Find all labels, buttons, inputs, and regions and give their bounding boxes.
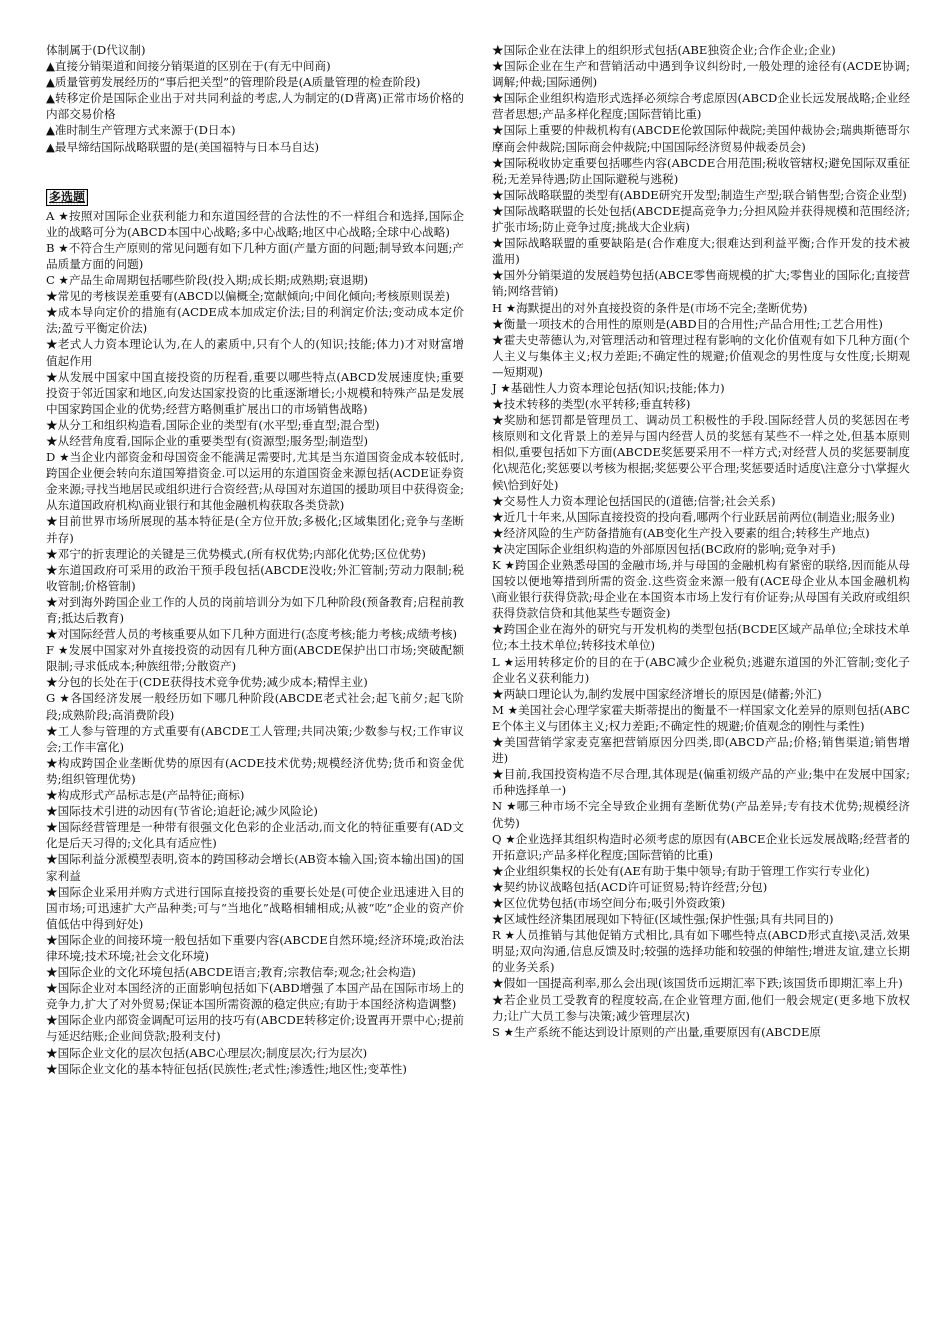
- question-item: ★国际税收协定重要包括哪些内容(ABCDE合用范围;税收管辖权;避免国际双重征税;无差异待遇;防止国际避税与逃税): [492, 155, 910, 186]
- question-item: B ★不符合生产原则的常见问题有如下几种方面(产量方面的问题;制导致本问题;产品质量方面的问题): [46, 240, 464, 271]
- intro-line: ▲转移定价是国际企业出于对共同利益的考虑,人为制定的(D背离)正常市场价格的内部交易价格: [46, 91, 464, 122]
- question-item: ★对到海外跨国企业工作的人员的岗前培训分为如下几种阶段(预备教育;启程前教育;抵达后教育): [46, 594, 464, 625]
- question-item: ★国际企业组织构造形式选择必须综合考虑原因(ABCD企业长远发展战略;企业经营者思想;产品多样化程度;国际营销比重): [492, 91, 910, 122]
- question-item: M ★美国社会心理学家霍夫斯蒂提出的衡量不一样国家文化差异的原则包括(ABCE个体主义与团体主义;权力差距;不确定性的规避;价值观念的刚性与柔性): [492, 702, 910, 733]
- question-item: ★国际利益分派模型表明,资本的跨国移动会增长(AB资本输入国;资本输出国)的国家利益: [46, 852, 464, 883]
- question-item: Q ★企业选择其组织构造时必须考虑的原因有(ABCE企业长远发展战略;经营者的开拓意识;产品多样化程度;国际营销的比重): [492, 831, 910, 862]
- question-item: ★国际企业采用并购方式进行国际直接投资的重要长处是(可使企业迅速进入目的国市场;可迅速扩大产品种类;可与“当地化”战略相辅相成;从被“吃”企业的资产价值低估中得到好处): [46, 884, 464, 931]
- question-item: ★构成形式产品标志是(产品特征;商标): [46, 788, 245, 803]
- question-item: ★经济风险的生产防备措施有(AB变化生产投入要素的组合;转移生产地点): [492, 525, 870, 540]
- question-item: ★国际企业内部资金调配可运用的技巧有(ABCDE转移定价;设置再开票中心;提前与延迟结账;企业间贷款;股利支付): [46, 1013, 464, 1044]
- section-heading-wrap: [46, 187, 464, 208]
- question-item: A ★按照对国际企业获利能力和东道国经营的合法性的不一样组合和选择,国际企业的战略可分为(ABCD本国中心战略;多中心战略;地区中心战略;全球中心战略): [46, 208, 464, 239]
- intro-line: ▲直接分销渠道和间接分销渠道的区别在于(有无中间商): [46, 59, 331, 74]
- question-item: ★成本导向定价的措施有(ACDE成本加成定价法;目的利润定价法;变动成本定价法;盈亏平衡定价法): [46, 305, 464, 336]
- intro-line: 体制属于(D代议制): [46, 43, 146, 57]
- question-list: [492, 42, 910, 1040]
- question-item: ★美国营销学家麦克塞把营销原因分四类,即(ABCD产品;价格;销售渠道;销售增进): [492, 735, 910, 766]
- question-item: S ★生产系统不能达到设计原则的产出量,重要原因有(ABCDE原: [492, 1024, 822, 1039]
- question-item: ★跨国企业在海外的研究与开发机构的类型包括(BCDE区域产品单位;全球技术单位;本土技术单位;转移技术单位): [492, 622, 910, 653]
- question-item: ★老式人力资本理论认为,在人的素质中,只有个人的(知识;技能;体力)才对财富增值起作用: [46, 337, 464, 368]
- question-item: N ★哪三种市场不完全导致企业拥有垄断优势(产品差异;专有技术优势;规模经济优势): [492, 799, 910, 830]
- question-item: ★目前世界市场所展现的基本特征是(全方位开放;多极化;区域集团化;竞争与垄断并存): [46, 514, 464, 545]
- question-item: ★国外分销渠道的发展趋势包括(ABCE零售商规模的扩大;零售业的国际化;直接营销;网络营销): [492, 268, 910, 299]
- question-item: ★近几十年来,从国际直接投资的投向看,哪两个行业跃居前两位(制造业;服务业): [492, 509, 895, 524]
- question-item: ★假如一国提高利率,那么会出现(该国货币远期汇率下跌;该国货币即期汇率上升): [492, 976, 903, 991]
- question-item: ★国际企业在生产和营销活动中遇到争议纠纷时,一般处理的途径有(ACDE协调;调解;仲裁;国际通例): [492, 59, 910, 90]
- question-item: ★从发展中国家中国直接投资的历程看,重要以哪些特点(ABCD发展速度快;重要投资于邻近国家和地区,向发达国家投资的比重逐渐增长;小规模和特殊产品是发展中国家跨国企业的优势;经营方略侧重扩展出口的市场销售战略): [46, 369, 464, 416]
- question-item: ★契约协议战略包括(ACD许可证贸易;特许经营;分包): [492, 879, 768, 894]
- right-column: [492, 42, 910, 1040]
- question-item: ★技术转移的类型(水平转移;垂直转移): [492, 397, 691, 412]
- left-column: [46, 42, 464, 1077]
- question-item: ★常见的考核误差重要有(ABCD以偏概全;宽献倾向;中间化倾向;考核原则误差): [46, 289, 450, 304]
- question-item: ★衡量一项技术的合用性的原则是(ABD目的合用性;产品合用性;工艺合用性): [492, 316, 883, 331]
- question-item: ★奖励和惩罚都是管理员工、调动员工积极性的手段.国际经营人员的奖惩因在考核原则和文化背景上的差异与国内经营人员的奖惩有某些不一样之处,但基本原则相似,重要包括如下方面(ABCDE奖惩要采用不一样方式;对经营人员的奖惩要制度化\规范化;奖惩要以考核为根据;奖惩要公平合理;奖惩要适时适度\注意分寸\掌握火候\恰到好处): [492, 413, 910, 492]
- question-item: L ★运用转移定价的目的在于(ABC减少企业税负;逃避东道国的外汇管制;变化子企业名义获利能力): [492, 654, 910, 685]
- question-item: ★国际企业文化的层次包括(ABC心理层次;制度层次;行为层次): [46, 1045, 368, 1060]
- intro-line: ▲最早缔结国际战略联盟的是(美国福特与日本马自达): [46, 139, 320, 154]
- question-item: ★东道国政府可采用的政治干预手段包括(ABCDE没收;外汇管制;劳动力限制;税收管制;价格管制): [46, 562, 464, 593]
- question-item: ★从分工和组织构造看,国际企业的类型有(水平型;垂直型;混合型): [46, 417, 380, 432]
- question-item: ★区域性经济集团展现如下特征(区域性强;保护性强;具有共同目的): [492, 912, 834, 927]
- question-item: ★国际经营管理是一种带有很强文化色彩的企业活动,而文化的特征重要有(AD文化是后天习得的;文化具有适应性): [46, 820, 464, 851]
- question-item: K ★跨国企业熟悉母国的金融市场,并与母国的金融机构有紧密的联络,因而能从母国较以便地筹措到所需的资金.这些资金来源一般有(ACE母企业从本国金融机构\商业银行获得贷款;母企业在本国资本市场上发行有价证券;从母国有关政府或组织获得贷款信贷和其他某些专题资金): [492, 558, 910, 621]
- question-item: C ★产品生命周期包括哪些阶段(投入期;成长期;成熟期;衰退期): [46, 273, 368, 288]
- question-item: ★霍夫史蒂德认为,对管理活动和管理过程有影响的文化价值观有如下几种方面(个人主义与集体主义;权力差距;不确定性的规避;价值观念的男性度与女性度;长期观—短期观): [492, 332, 910, 379]
- question-item: F ★发展中国家对外直接投资的动因有几种方面(ABCDE保护出口市场;突破配额限制;寻求低成本;种族纽带;分散资产): [46, 643, 464, 674]
- section-heading: 多选题: [46, 189, 88, 206]
- question-item: ★企业组织集权的长处有(AE有助于集中领导;有助于管理工作实行专业化): [492, 863, 870, 878]
- question-item: G ★各国经济发展一般经历如下哪几种阶段(ABCDE老式社会;起飞前夕;起飞阶段;成熟阶段;高消费阶段): [46, 691, 464, 722]
- question-item: ★国际上重要的仲裁机构有(ABCDE伦敦国际仲裁院;美国仲裁协会;瑞典斯德哥尔摩商会仲裁院;国际商会仲裁院;中国国际经济贸易仲裁委员会): [492, 123, 910, 154]
- question-item: ★两缺口理论认为,制约发展中国家经济增长的原因是(储蓄;外汇): [492, 686, 822, 701]
- question-item: ★工人参与管理的方式重要有(ABCDE工人管理;共同决策;少数参与权;工作审议会;工作丰富化): [46, 723, 464, 754]
- question-item: ★国际企业的间接环境一般包括如下重要内容(ABCDE自然环境;经济环境;政治法律环境;技术环境;社会文化环境): [46, 932, 464, 963]
- question-item: H ★海默提出的对外直接投资的条件是(市场不完全;垄断优势): [492, 300, 808, 315]
- question-item: D ★当企业内部资金和母国资金不能满足需要时,尤其是当东道国资金成本较低时,跨国企业便会转向东道国筹措资金.可以运用的东道国资金来源包括(ACDE证券资金来源;寻找当地居民或组织进行合资经营;从母国对东道国的援助项目中获得资金;从东道国政府机构\商业银行和其他金融机构获取各类贷款): [46, 450, 464, 513]
- question-item: ★决定国际企业组织构造的外部原因包括(BC政府的影响;竞争对手): [492, 541, 836, 556]
- question-item: ★国际战略联盟的类型有(ABDE研究开发型;制造生产型;联合销售型;合资企业型): [492, 187, 907, 202]
- section-spacer: [46, 155, 464, 187]
- question-item: ★分包的长处在于(CDE获得技术竞争优势;减少成本;精悍主业): [46, 675, 368, 690]
- intro-line: ▲准时制生产管理方式来源于(D日本): [46, 123, 236, 138]
- question-item: ★国际企业在法律上的组织形式包括(ABE独资企业;合作企业;企业): [492, 43, 836, 57]
- question-list: [46, 208, 464, 1077]
- question-item: J ★基础性人力资本理论包括(知识;技能;体力): [492, 380, 725, 395]
- question-item: ★从经营角度看,国际企业的重要类型有(资源型;服务型;制造型): [46, 433, 368, 448]
- question-item: ★国际企业对本国经济的正面影响包括如下(ABD增强了本国产品在国际市场上的竞争力,扩大了对外贸易;保证本国所需资源的稳定供应;有助于本国经济构造调整): [46, 981, 464, 1012]
- question-item: ★国际战略联盟的长处包括(ABCDE提高竞争力;分担风险并获得规模和范围经济;扩张市场;防止竞争过度;挑战大企业病): [492, 203, 910, 235]
- question-item: ★构成跨国企业垄断优势的原因有(ACDE技术优势;规模经济优势;货币和资金优势;组织管理优势): [46, 755, 464, 786]
- question-item: ★国际技术引进的动因有(节省论;追赶论;减少风险论): [46, 804, 318, 819]
- intro-line: ▲质量管剪发展经历的“事后把关型”的管理阶段是(A质量管理的检查阶段): [46, 75, 421, 90]
- question-item: ★交易性人力资本理论包括国民的(道德;信誉;社会关系): [492, 493, 776, 508]
- question-item: ★邓宁的折衷理论的关键是三优势模式,(所有权优势;内部化优势;区位优势): [46, 546, 426, 561]
- question-item: R ★人员推销与其他促销方式相比,具有如下哪些特点(ABCD形式直接\灵活,效果明显;双向沟通,信息反馈及时;较强的选择功能和较强的伸缩性;增进友谊,建立长期的业务关系): [492, 928, 910, 975]
- question-item: ★国际战略联盟的重要缺陷是(合作难度大;很难达到利益平衡;合作开发的技术被滥用): [492, 236, 910, 267]
- question-item: ★若企业员工受教育的程度较高,在企业管理方面,他们一般会规定(更多地下放权力;让广大员工参与决策;减少管理层次): [492, 992, 910, 1023]
- question-item: ★区位优势包括(市场空间分布;吸引外资政策): [492, 895, 726, 910]
- question-item: ★目前,我国投资构造不尽合理,其体现是(偏重初级产品的产业;集中在发展中国家;币种选择单一): [492, 767, 910, 798]
- question-item: ★国际企业文化的基本特征包括(民族性;老式性;渗透性;地区性;变革性): [46, 1061, 407, 1076]
- question-item: ★国际企业的文化环境包括(ABCDE语言;教育;宗教信奉;观念;社会构造): [46, 965, 416, 980]
- question-item: ★对国际经营人员的考核重要从如下几种方面进行(态度考核;能力考核;成绩考核): [46, 627, 458, 642]
